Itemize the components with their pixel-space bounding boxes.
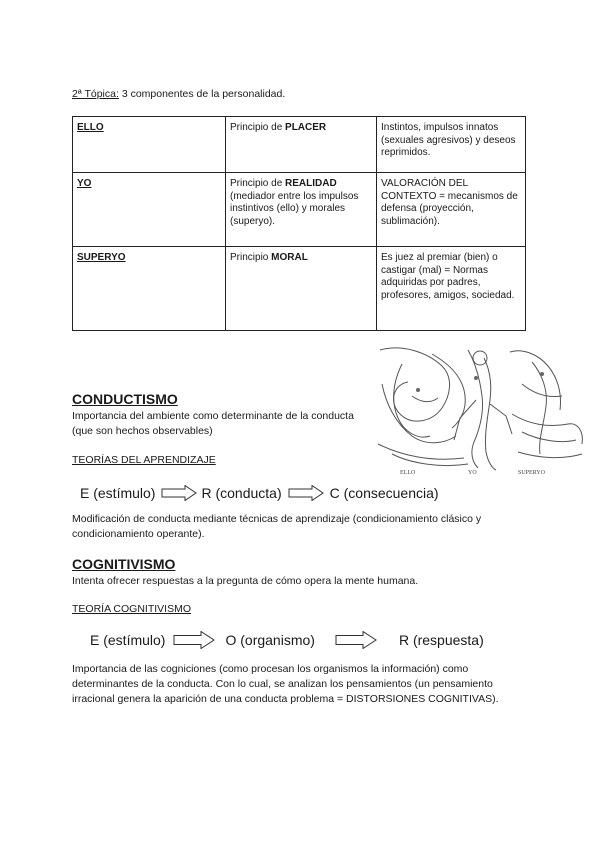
arrow-right-icon	[173, 631, 215, 649]
cognitivismo-description: Intenta ofrecer respuestas a la pregunta de cómo opera la mente humana.	[72, 575, 419, 587]
cognitivismo-title: COGNITIVISMO	[72, 556, 176, 572]
conductismo-subtitle: TEORÍAS DEL APRENDIZAJE	[72, 454, 216, 466]
table-cell-name: YO	[73, 173, 226, 247]
personality-table	[72, 116, 526, 331]
flow-step: O (organismo)	[225, 632, 315, 648]
intro-line	[72, 88, 285, 100]
table-cell-principle: Principio MORAL	[226, 247, 377, 331]
cognitivismo-flow	[90, 631, 484, 649]
arrow-right-icon	[335, 631, 377, 649]
figure-label-yo: YO	[468, 470, 477, 476]
table-cell-description: Instintos, impulsos innatos (sexuales agresivos) y deseos reprimidos.	[377, 117, 526, 173]
topic-label: 2ª Tópica:	[72, 88, 119, 100]
cognitivismo-note: Importancia de las cogniciones (como procesan los organismos la información) como determinantes de la conducta. Con lo cual, se analizan los pensamientos (un pensamiento irracional genera la aparición de una conducta problema = DISTORSIONES COGNITIVAS).	[72, 663, 499, 705]
cognitivismo-subtitle: TEORÍA COGNITIVISMO	[72, 603, 192, 615]
conductismo-note: Modificación de conducta mediante técnicas de aprendizaje (condicionamiento clásico y condicionamiento operante).	[72, 513, 482, 540]
table-row	[73, 247, 526, 331]
arrow-right-icon	[161, 485, 197, 501]
table-cell-description: Es juez al premiar (bien) o castigar (mal) = Normas adquiridas por padres, profesores, amigos, sociedad.	[377, 247, 526, 331]
table-row	[73, 173, 526, 247]
figure-label-superyo: SUPERYO	[518, 470, 546, 476]
figure-label-ello: ELLO	[400, 470, 416, 476]
table-cell-name: ELLO	[73, 117, 226, 173]
flow-step: E (estímulo)	[80, 485, 156, 501]
intro-text: 3 componentes de la personalidad.	[121, 88, 286, 100]
conductismo-title: CONDUCTISMO	[72, 391, 178, 407]
flow-step: R (conducta)	[201, 485, 282, 501]
table-cell-principle: Principio de PLACER	[226, 117, 377, 173]
flow-step: R (respuesta)	[398, 632, 484, 648]
freud-illustration	[372, 344, 590, 480]
table-cell-principle: Principio de REALIDAD (mediador entre los impulsos instintivos (ello) y morales (superyo).	[226, 173, 377, 247]
arrow-right-icon	[288, 485, 324, 501]
table-cell-description: VALORACIÓN DEL CONTEXTO = mecanismos de defensa (proyección, sublimación).	[377, 173, 526, 247]
conductismo-description: Importancia del ambiente como determinante de la conducta (que son hechos observables)	[72, 410, 354, 437]
conductismo-flow	[80, 485, 439, 501]
flow-step: C (consecuencia)	[329, 485, 439, 501]
table-row	[73, 117, 526, 173]
table-cell-name: SUPERYO	[73, 247, 226, 331]
flow-step: E (estímulo)	[90, 632, 166, 648]
